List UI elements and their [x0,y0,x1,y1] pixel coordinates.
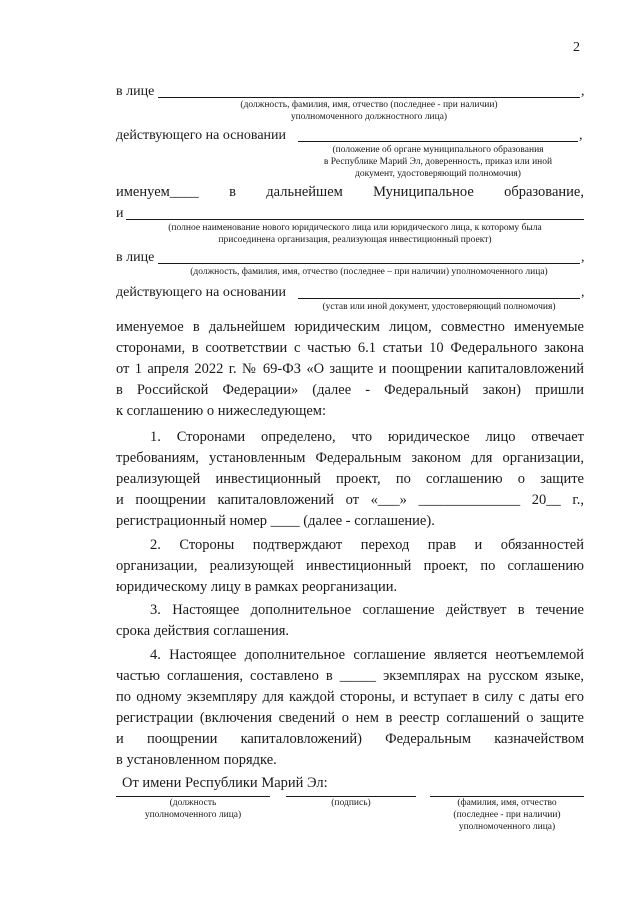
name-note: (фамилия, имя, отчество (последнее - при наличии) уполномоченного лица) [453,798,561,832]
person2-blank[interactable] [158,263,580,264]
person1-note: (должность, фамилия, имя, отчество (последнее - при наличии) уполномоченного должностного лица) [240,100,498,122]
p4-line: частью соглашения, составлено в _____ экземплярах на русском языке, [116,668,584,684]
signature-note: (подпись) [331,798,371,808]
and-prefix: и [116,206,124,221]
p1-line: требованиям, установленным Федеральным законом для организации, [116,450,584,466]
p1-line: 1. Сторонами определено, что юридическое лицо отвечает [150,429,584,445]
basis1-blank[interactable] [298,141,578,142]
intro-line: к соглашению о нижеследующем: [116,403,327,419]
person2-note: (должность, фамилия, имя, отчество (последнее – при наличии) уполномоченного лица) [190,267,548,277]
p1-line: реализующей инвестиционный проект, по соглашению о защите [116,471,584,487]
comma: , [581,250,585,265]
comma: , [579,128,583,143]
p3-line: срока действия соглашения. [116,623,290,639]
page-number: 2 [573,40,580,55]
p4-line: в установленном порядке. [116,752,277,768]
position-note: (должность уполномоченного лица) [144,798,242,820]
intro-line: именуемое в дальнейшем юридическим лицом, совместно именуемые [116,319,584,335]
person1-blank[interactable] [158,97,580,98]
p2-line: организации, реализующей инвестиционный проект, по соглашению [116,558,584,574]
p4-line: регистрации (включения сведений о нем в реестр соглашений о защите [116,710,584,726]
intro-line: в Российской Федерации» (далее - Федеральный закон) пришли [116,382,584,398]
entity-note: (полное наименование нового юридического лица или юридического лица, к которому была присоединена организация, реализующая инвестиционный проект) [168,223,542,245]
comma: , [581,285,585,300]
p4-line: по одному экземпляру для каждой стороны, и вступает в силу с даты его [116,689,584,705]
p3-line: 3. Настоящее дополнительное соглашение действует в течение [150,602,584,618]
person2-prefix: в лице [116,250,155,265]
p1-line: регистрационный номер ____ (далее - соглашение). [116,513,435,529]
signature-heading: От имени Республики Марий Эл: [122,775,328,791]
basis1-prefix: действующего на основании [116,128,287,143]
p1-line: и поощрении капиталовложений от «___» ______________ 20__ г., [116,492,584,508]
named-line: именуем____ в дальнейшем Муниципальное образование, [116,184,584,200]
p2-line: 2. Стороны подтверждают переход прав и обязанностей [150,537,584,553]
p2-line: юридическому лицу в рамках реорганизации. [116,579,398,595]
basis2-note: (устав или иной документ, удостоверяющий полномочия) [322,302,556,312]
intro-line: от 1 апреля 2022 г. № 69-ФЗ «О защите и поощрении капиталовложений [116,361,584,377]
basis2-prefix: действующего на основании [116,285,287,300]
entity-blank[interactable] [126,219,584,220]
comma: , [581,84,585,99]
basis2-blank[interactable] [298,298,580,299]
basis1-note: (положение об органе муниципального образования в Республике Марий Эл, доверенность, приказ или иной документ, удостоверяющий полномочия) [323,145,553,179]
p4-line: 4. Настоящее дополнительное соглашение является неотъемлемой [150,647,584,663]
person1-prefix: в лице [116,84,155,99]
intro-line: сторонами, в соответствии с частью 6.1 статьи 10 Федерального закона [116,340,584,356]
p4-line: и поощрении капиталовложений) Федеральным казначейством [116,731,584,747]
